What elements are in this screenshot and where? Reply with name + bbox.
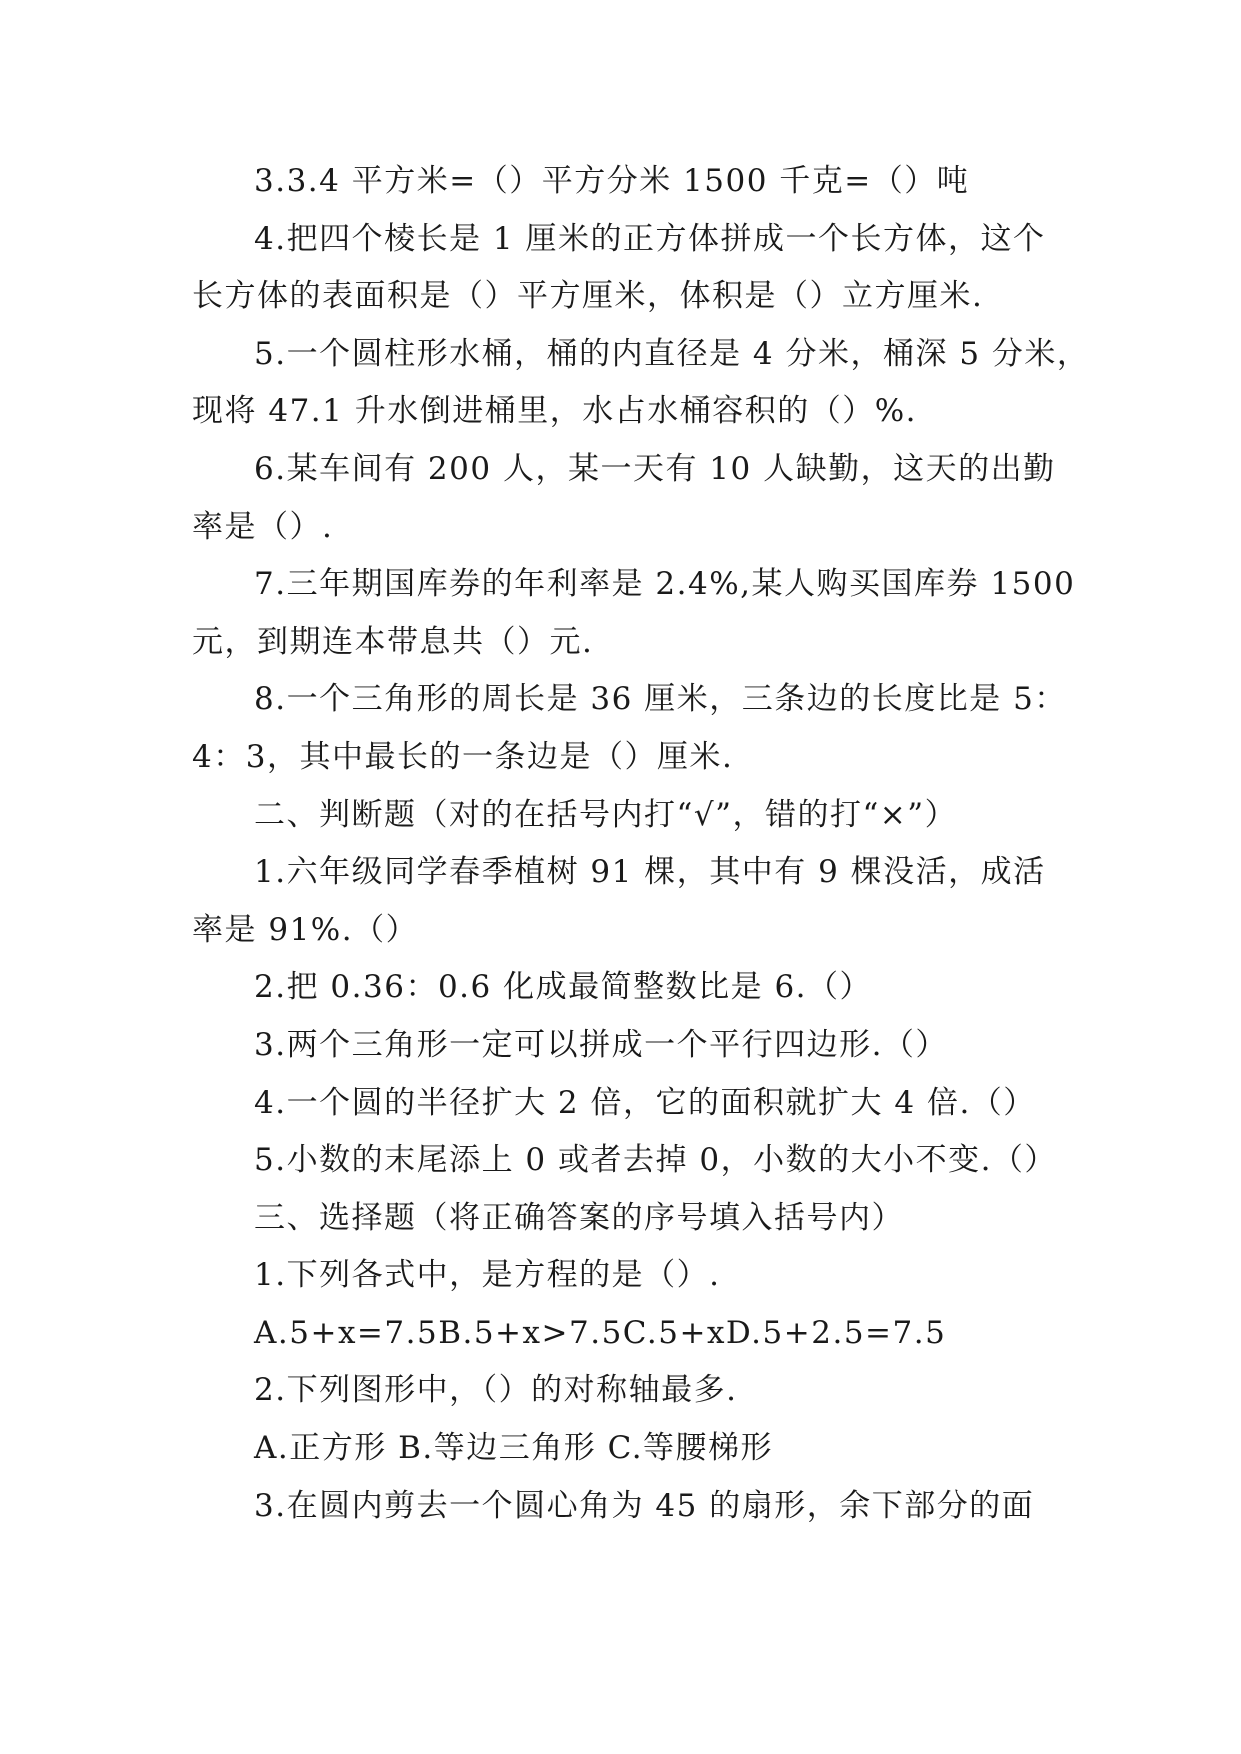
choice-2-options: A.正方形 B.等边三角形 C.等腰梯形 xyxy=(254,1430,774,1467)
question-5-line-2: 现将 47.1 升水倒进桶里，水占水桶容积的（）%. xyxy=(192,393,918,430)
question-8-line-2: 4：3，其中最长的一条边是（）厘米. xyxy=(192,738,734,775)
question-4-line-1: 4.把四个棱长是 1 厘米的正方体拼成一个长方体，这个 xyxy=(254,220,1046,257)
question-3-fill-in: 3.3.4 平方米=（）平方分米 1500 千克=（）吨 xyxy=(254,163,970,199)
question-6-line-2: 率是（）. xyxy=(192,508,334,545)
question-7-line-2: 元，到期连本带息共（）元. xyxy=(192,623,594,660)
choice-1-question: 1.下列各式中，是方程的是（）. xyxy=(254,1257,721,1294)
question-4-line-2: 长方体的表面积是（）平方厘米，体积是（）立方厘米. xyxy=(192,278,984,315)
question-7-line-1: 7.三年期国库券的年利率是 2.4%,某人购买国库券 1500 xyxy=(254,566,1076,603)
judgment-5: 5.小数的末尾添上 0 或者去掉 0，小数的大小不变.（） xyxy=(254,1142,1057,1179)
choice-2-question: 2.下列图形中，（）的对称轴最多. xyxy=(254,1372,738,1409)
judgment-2: 2.把 0.36：0.6 化成最简整数比是 6.（） xyxy=(254,969,873,1006)
question-6-line-1: 6.某车间有 200 人，某一天有 10 人缺勤，这天的出勤 xyxy=(254,450,1056,487)
choice-3-question: 3.在圆内剪去一个圆心角为 45 的扇形，余下部分的面 xyxy=(254,1487,1035,1524)
section-heading-multiple-choice: 三、选择题（将正确答案的序号填入括号内） xyxy=(254,1199,904,1236)
judgment-4: 4.一个圆的半径扩大 2 倍，它的面积就扩大 4 倍.（） xyxy=(254,1084,1036,1121)
judgment-1-line-2: 率是 91%.（） xyxy=(192,911,419,948)
choice-1-options: A.5+x=7.5B.5+x>7.5C.5+xD.5+2.5=7.5 xyxy=(254,1314,947,1351)
question-5-line-1: 5.一个圆柱形水桶，桶的内直径是 4 分米，桶深 5 分米， xyxy=(254,335,1090,372)
section-heading-true-false: 二、判断题（对的在括号内打“√”，错的打“×”） xyxy=(254,796,958,833)
judgment-3: 3.两个三角形一定可以拼成一个平行四边形.（） xyxy=(254,1026,948,1063)
judgment-1-line-1: 1.六年级同学春季植树 91 棵，其中有 9 棵没活，成活 xyxy=(254,854,1046,891)
document-body xyxy=(192,153,1090,1535)
question-8-line-1: 8.一个三角形的周长是 36 厘米，三条边的长度比是 5： xyxy=(254,681,1067,718)
